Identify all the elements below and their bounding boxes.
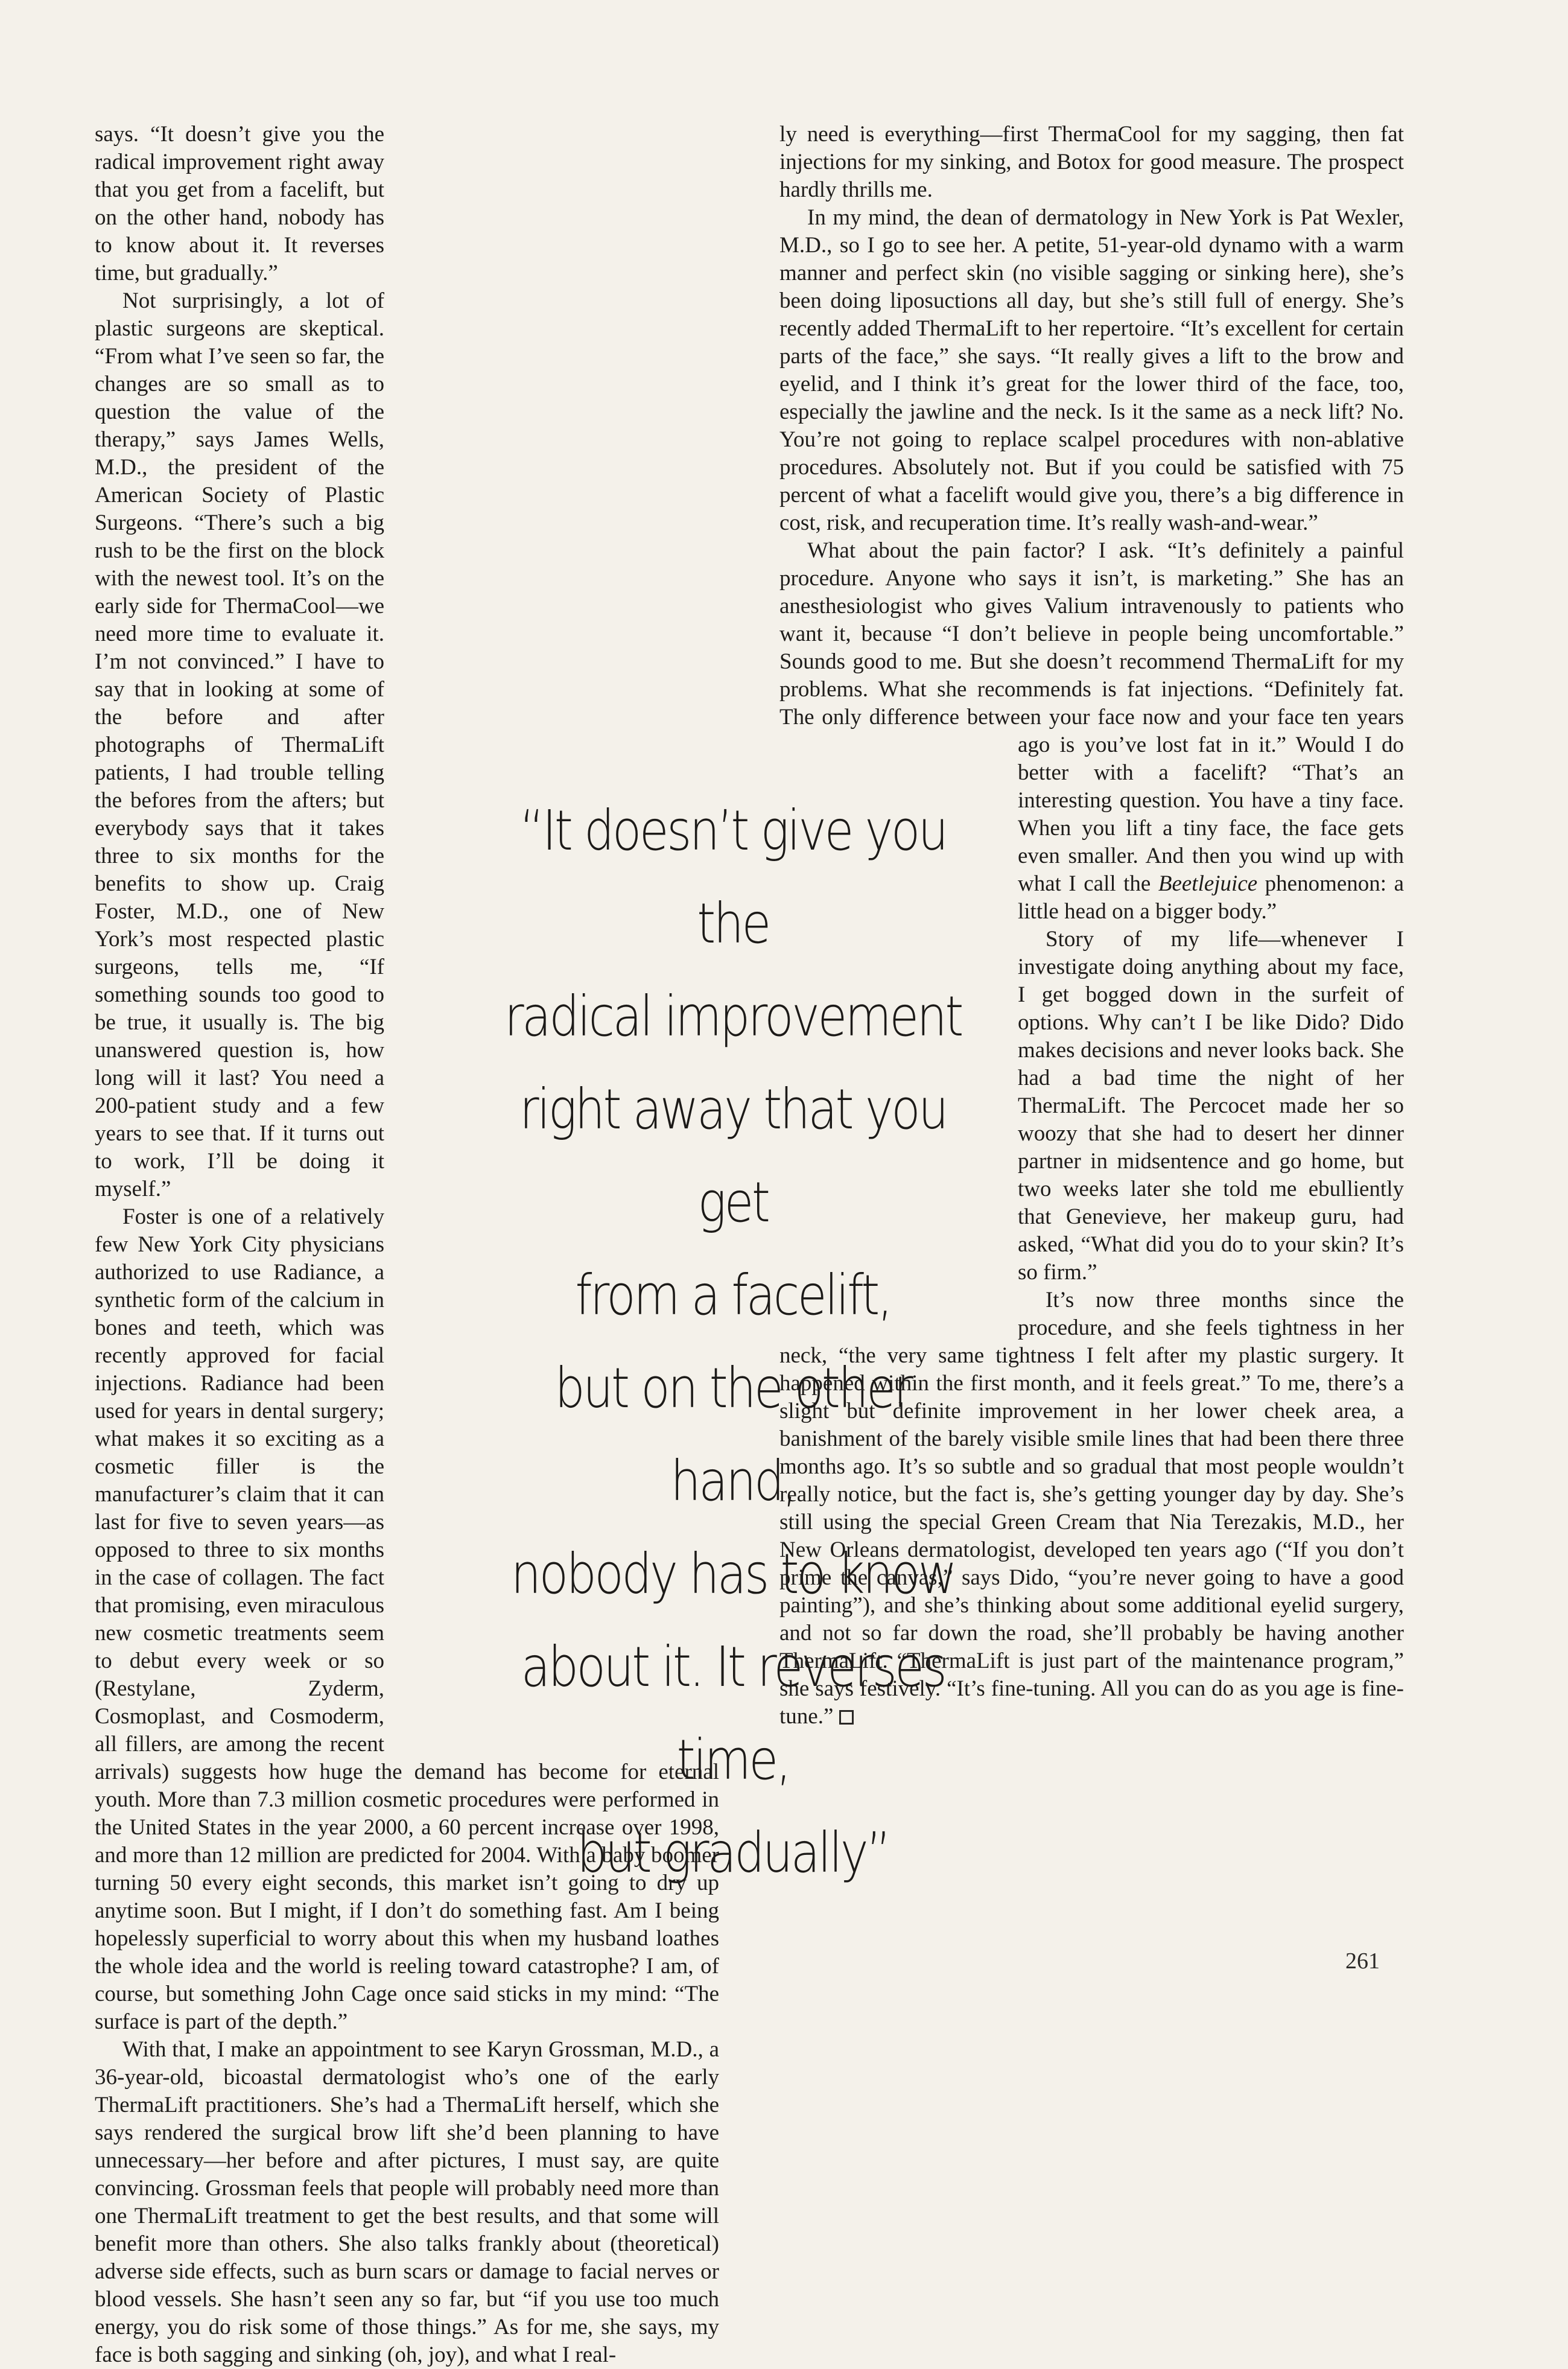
left-paragraph-3: Foster is one of a relatively few New York City physicians authorized to use Radiance, a synthetic form of the calcium in bones and teeth, which was recently approved for facial injections. Radiance had been used for years in dental surgery; what makes it so exciting as a cosmetic filler is the manufacturer’s claim that it can last for five to seven years—as opposed to three to six months in the case of collagen. The fact that promising, even miraculous new cosmetic treatments seem to debut every week or so (Restylane, Zyderm, Cosmoplast, and Cosmoderm, all fillers, are among the recent arrivals) suggests how huge the demand has become for eternal youth. More than 7.3 million cosmetic procedures were performed in the United States in the year 2000, a 60 percent increase over 1998, and more than 12 million are predicted for 2004. With a baby boomer turning 50 every eight seconds, this market isn’t going to dry up anytime soon. But I might, if I don’t do something fast. Am I being hopelessly superficial to worry about this when my husband loathes the whole idea and the world is reeling toward catastrophe? I am, of course, but something John Cage once said sticks in my mind: “The surface is part of the depth.” (95, 1204, 719, 2034)
pull-quote-line: but gradually” (577, 1820, 889, 1885)
pull-quote-line: from a facelift, (575, 1263, 891, 1328)
pull-quote-line: nobody has to know (510, 1542, 956, 1606)
right-paragraph-4: Story of my life—whenever I investigate doing anything about my face, I get bogged down in the surfeit of options. Why can’t I be like Dido? Dido makes decisions and never looks back. She had a bad time the night of her ThermaLift. The Percocet made her so woozy that she had to desert her dinner partner in midsentence and go home, but two weeks later she told me ebulliently that Genevieve, her makeup guru, had asked, “What did you do to your skin? It’s so firm.” (1018, 927, 1404, 1285)
pull-quote-line: radical improvement (504, 984, 962, 1049)
pull-quote-line: about it. It reverses time, (521, 1635, 945, 1792)
left-paragraph-4: With that, I make an appointment to see Karyn Grossman, M.D., a 36-year-old, bicoastal dermatologist who’s one of the early ThermaLift practitioners. She’s had a ThermaLift herself, which she says rendered the surgical brow lift she’d been planning to have unnecessary—her before and after pictures, I must say, are quite convincing. Grossman feels that people will probably need more than one ThermaLift treatment to get the best results, and that some will benefit more than others. She also talks frankly about (theoretical) adverse side effects, such as burn scars or damage to facial nerves or blood vessels. She hasn’t seen any so far, but “if you use too much energy, you do risk some of those things.” As for me, she says, my face is both sagging and sinking (oh, joy), and what I real- (95, 2037, 719, 2367)
pull-quote (487, 784, 980, 1900)
left-paragraph-2: Not surprisingly, a lot of plastic surgeons are skeptical. “From what I’ve seen so far, the changes are so small as to question the value of the therapy,” says James Wells, M.D., the president of the American Society of Plastic Surgeons. “There’s such a big rush to be the first on the block with the newest tool. It’s on the early side for ThermaCool—we need more time to evaluate it. I’m not convinced.” I have to say that in looking at some of the before and after photographs of ThermaLift patients, I had trouble telling the befores from the afters; but everybody says that it takes three to six months for the benefits to show up. Craig Foster, M.D., one of New York’s most respected plastic surgeons, tells me, “If something sounds too good to be true, it usually is. The big unanswered question is, how long will it last? You need a 200-patient study and a few years to see that. If it turns out to work, I’ll be doing it myself.” (95, 288, 384, 1201)
pull-quote-line: but on the other hand, (554, 1356, 912, 1513)
page-number: 261 (1345, 1948, 1380, 1974)
right-paragraph-3-text: What about the pain factor? I ask. “It’s definitely a painful procedure. Anyone who says it isn’t, is marketing.” She has an anesthesiologist who gives Valium intravenously to patients who want it, because “I don’t believe in people being uncomfortable.” Sounds good to me. But she doesn’t recommend ThermaLift for my problems. What she recommends is fat injections. “Definitely fat. The only difference between your face now and your face ten years ago is you’ve lost fat in it.” Would I do better with a facelift? “That’s an interesting question. You have a tiny face. When you lift a tiny face, the face gets even smaller. And then you wind up with what I call the (779, 538, 1404, 896)
right-paragraph-5-text: It’s now three months since the procedure, and she feels tightness in her neck, “the very same tightness I felt after my plastic surgery. It happened within the first month, and it feels great.” To me, there’s a slight but definite improvement in her lower cheek area, a banishment of the barely visible smile lines that had been there three months ago. It’s so subtle and so gradual that most people wouldn’t really notice, but the fact is, she’s getting younger day by day. She’s still using the special Green Cream that Nia Terezakis, M.D., her New Orleans dermatologist, developed ten years ago (“If you don’t prime the canvas,” says Dido, “you’re never going to have a good painting”), and she’s thinking about some additional eyelid surgery, and not so far down the road, she’ll probably be having another ThermaLift. “ThermaLift is just part of the maintenance program,” she says festively. “It’s fine-tuning. All you can do as you age is fine-tune.” (779, 1288, 1404, 1729)
right-paragraph-2: In my mind, the dean of dermatology in New York is Pat Wexler, M.D., so I go to see her. A petite, 51-year-old dynamo with a warm manner and perfect skin (no visible sagging or sinking here), she’s been doing liposuctions all day, but she’s still full of energy. She’s recently added ThermaLift to her repertoire. “It’s excellent for certain parts of the face,” she says. “It really gives a lift to the brow and eyelid, and I think it’s great for the lower third of the face, too, especially the jawline and the neck. Is it the same as a neck lift? No. You’re not going to replace scalpel procedures with non-ablative procedures. Absolutely not. But if you could be satisfied with 75 percent of what a facelift would give you, there’s a big difference in cost, risk, and recuperation time. It’s really wash-and-wear.” (779, 205, 1404, 535)
right-paragraph-3-end: phenomenon: a little head on a bigger body.” (1018, 871, 1405, 924)
beetlejuice-italic: Beetlejuice (1158, 871, 1258, 896)
right-paragraph-1: ly need is everything—first ThermaCool for my sagging, then fat injections for my sinking, and Botox for good measure. The prospect hardly thrills me. (779, 122, 1404, 202)
pull-quote-line: “It doesn’t give you the (519, 798, 947, 956)
left-paragraph-1: says. “It doesn’t give you the radical improvement right away that you get from a facelift, but on the other hand, nobody has to know about it. It reverses time, but gradually.” (95, 122, 384, 285)
pull-quote-line: right away that you get (519, 1077, 947, 1235)
